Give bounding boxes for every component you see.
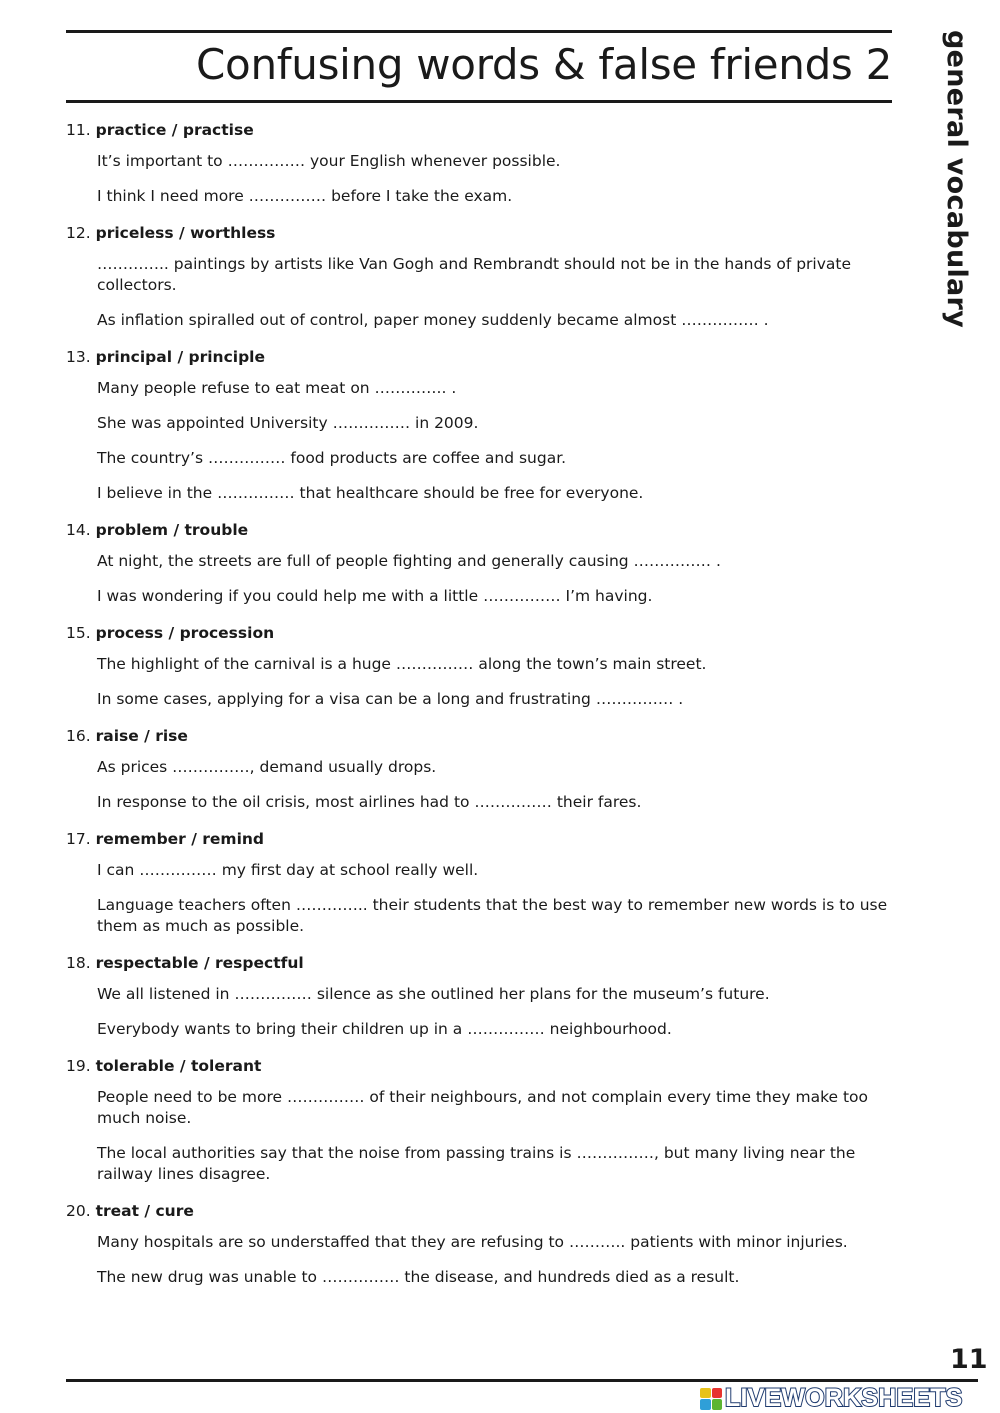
- exercise-item: [66, 118, 896, 207]
- word-pair: problem / trouble: [95, 521, 249, 539]
- gap-fill-sentence: At night, the streets are full of people fighting and generally causing …………… .: [97, 552, 721, 570]
- exercise-item: [66, 827, 896, 937]
- exercise-number: 18.: [66, 954, 91, 972]
- gap-fill-sentence: People need to be more …………… of their neighbours, and not complain every time they make too much noise.: [97, 1088, 868, 1127]
- gap-fill-sentence: I believe in the …………… that healthcare should be free for everyone.: [97, 484, 644, 502]
- logo-square-1: [700, 1388, 711, 1399]
- exercise-item: [66, 724, 896, 813]
- logo-square-4: [712, 1399, 723, 1410]
- gap-fill-sentence: As prices ……………, demand usually drops.: [97, 758, 437, 776]
- exercise-heading: [66, 221, 896, 245]
- gap-fill-sentence: Many people refuse to eat meat on ………….. .: [97, 379, 457, 397]
- gap-fill-sentence: In response to the oil crisis, most airlines had to …………… their fares.: [97, 793, 642, 811]
- exercise-heading: [66, 1054, 896, 1078]
- exercise-heading: [66, 621, 896, 645]
- exercise-number: 11.: [66, 121, 91, 139]
- side-label: general vocabulary: [941, 30, 972, 329]
- gap-fill-sentence: I can …………… my first day at school really well.: [97, 861, 479, 879]
- exercise-item: [66, 345, 896, 504]
- exercise-number: 16.: [66, 727, 91, 745]
- exercise-heading: [66, 827, 896, 851]
- exercise-heading: [66, 724, 896, 748]
- gap-fill-sentence: She was appointed University …………… in 2009.: [97, 414, 479, 432]
- word-pair: process / procession: [95, 624, 275, 642]
- side-label-container: [936, 30, 976, 329]
- gap-fill-sentence: Everybody wants to bring their children up in a …………… neighbourhood.: [97, 1020, 672, 1038]
- gap-fill-sentence: Language teachers often ………….. their students that the best way to remember new words is to use them as much as possible.: [97, 896, 888, 935]
- gap-fill-sentence: I was wondering if you could help me with a little …………… I’m having.: [97, 587, 653, 605]
- bottom-rule: [66, 1379, 978, 1382]
- word-pair: remember / remind: [95, 830, 265, 848]
- exercise-heading: [66, 951, 896, 975]
- exercise-item: [66, 518, 896, 607]
- exercise-heading: [66, 1199, 896, 1223]
- gap-fill-sentence: In some cases, applying for a visa can be a long and frustrating …………… .: [97, 690, 684, 708]
- exercise-item: [66, 951, 896, 1040]
- gap-fill-sentence: I think I need more …………… before I take the exam.: [97, 187, 513, 205]
- exercise-number: 13.: [66, 348, 91, 366]
- gap-fill-sentence: The local authorities say that the noise from passing trains is ……………, but many living near the railway lines disagree.: [97, 1144, 856, 1183]
- exercise-list: [66, 118, 896, 1302]
- word-pair: respectable / respectful: [95, 954, 304, 972]
- exercise-number: 20.: [66, 1202, 91, 1220]
- exercise-number: 14.: [66, 521, 91, 539]
- word-pair: principal / principle: [95, 348, 266, 366]
- gap-fill-sentence: Many hospitals are so understaffed that they are refusing to ……….. patients with minor injuries.: [97, 1233, 848, 1251]
- gap-fill-sentence: The highlight of the carnival is a huge …………… along the town’s main street.: [97, 655, 707, 673]
- liveworksheets-logo-icon: [700, 1388, 722, 1410]
- brand-name: LIVEWORKSHEETS: [725, 1384, 963, 1412]
- word-pair: tolerable / tolerant: [95, 1057, 262, 1075]
- exercise-heading: [66, 118, 896, 142]
- gap-fill-sentence: The new drug was unable to …………… the disease, and hundreds died as a result.: [97, 1268, 740, 1286]
- exercise-number: 12.: [66, 224, 91, 242]
- exercise-item: [66, 1199, 896, 1288]
- exercise-heading: [66, 345, 896, 369]
- word-pair: priceless / worthless: [95, 224, 276, 242]
- gap-fill-sentence: ………….. paintings by artists like Van Gogh and Rembrandt should not be in the hands of private collectors.: [97, 255, 852, 294]
- word-pair: treat / cure: [95, 1202, 194, 1220]
- page-title: Confusing words & false friends 2: [196, 40, 892, 89]
- gap-fill-sentence: As inflation spiralled out of control, paper money suddenly became almost …………… .: [97, 311, 769, 329]
- word-pair: practice / practise: [95, 121, 254, 139]
- exercise-item: [66, 221, 896, 331]
- exercise-number: 17.: [66, 830, 91, 848]
- logo-square-3: [700, 1399, 711, 1410]
- gap-fill-sentence: The country’s …………… food products are coffee and sugar.: [97, 449, 567, 467]
- gap-fill-sentence: We all listened in …………… silence as she outlined her plans for the museum’s future.: [97, 985, 770, 1003]
- top-rule: [66, 30, 892, 33]
- exercise-number: 19.: [66, 1057, 91, 1075]
- logo-square-2: [712, 1388, 723, 1399]
- title-rule: [66, 100, 892, 103]
- exercise-heading: [66, 518, 896, 542]
- exercise-number: 15.: [66, 624, 91, 642]
- brand-watermark: [700, 1384, 1000, 1413]
- exercise-item: [66, 621, 896, 710]
- exercise-item: [66, 1054, 896, 1185]
- page-number: 11: [950, 1344, 988, 1375]
- word-pair: raise / rise: [95, 727, 188, 745]
- gap-fill-sentence: It’s important to …………… your English whenever possible.: [97, 152, 561, 170]
